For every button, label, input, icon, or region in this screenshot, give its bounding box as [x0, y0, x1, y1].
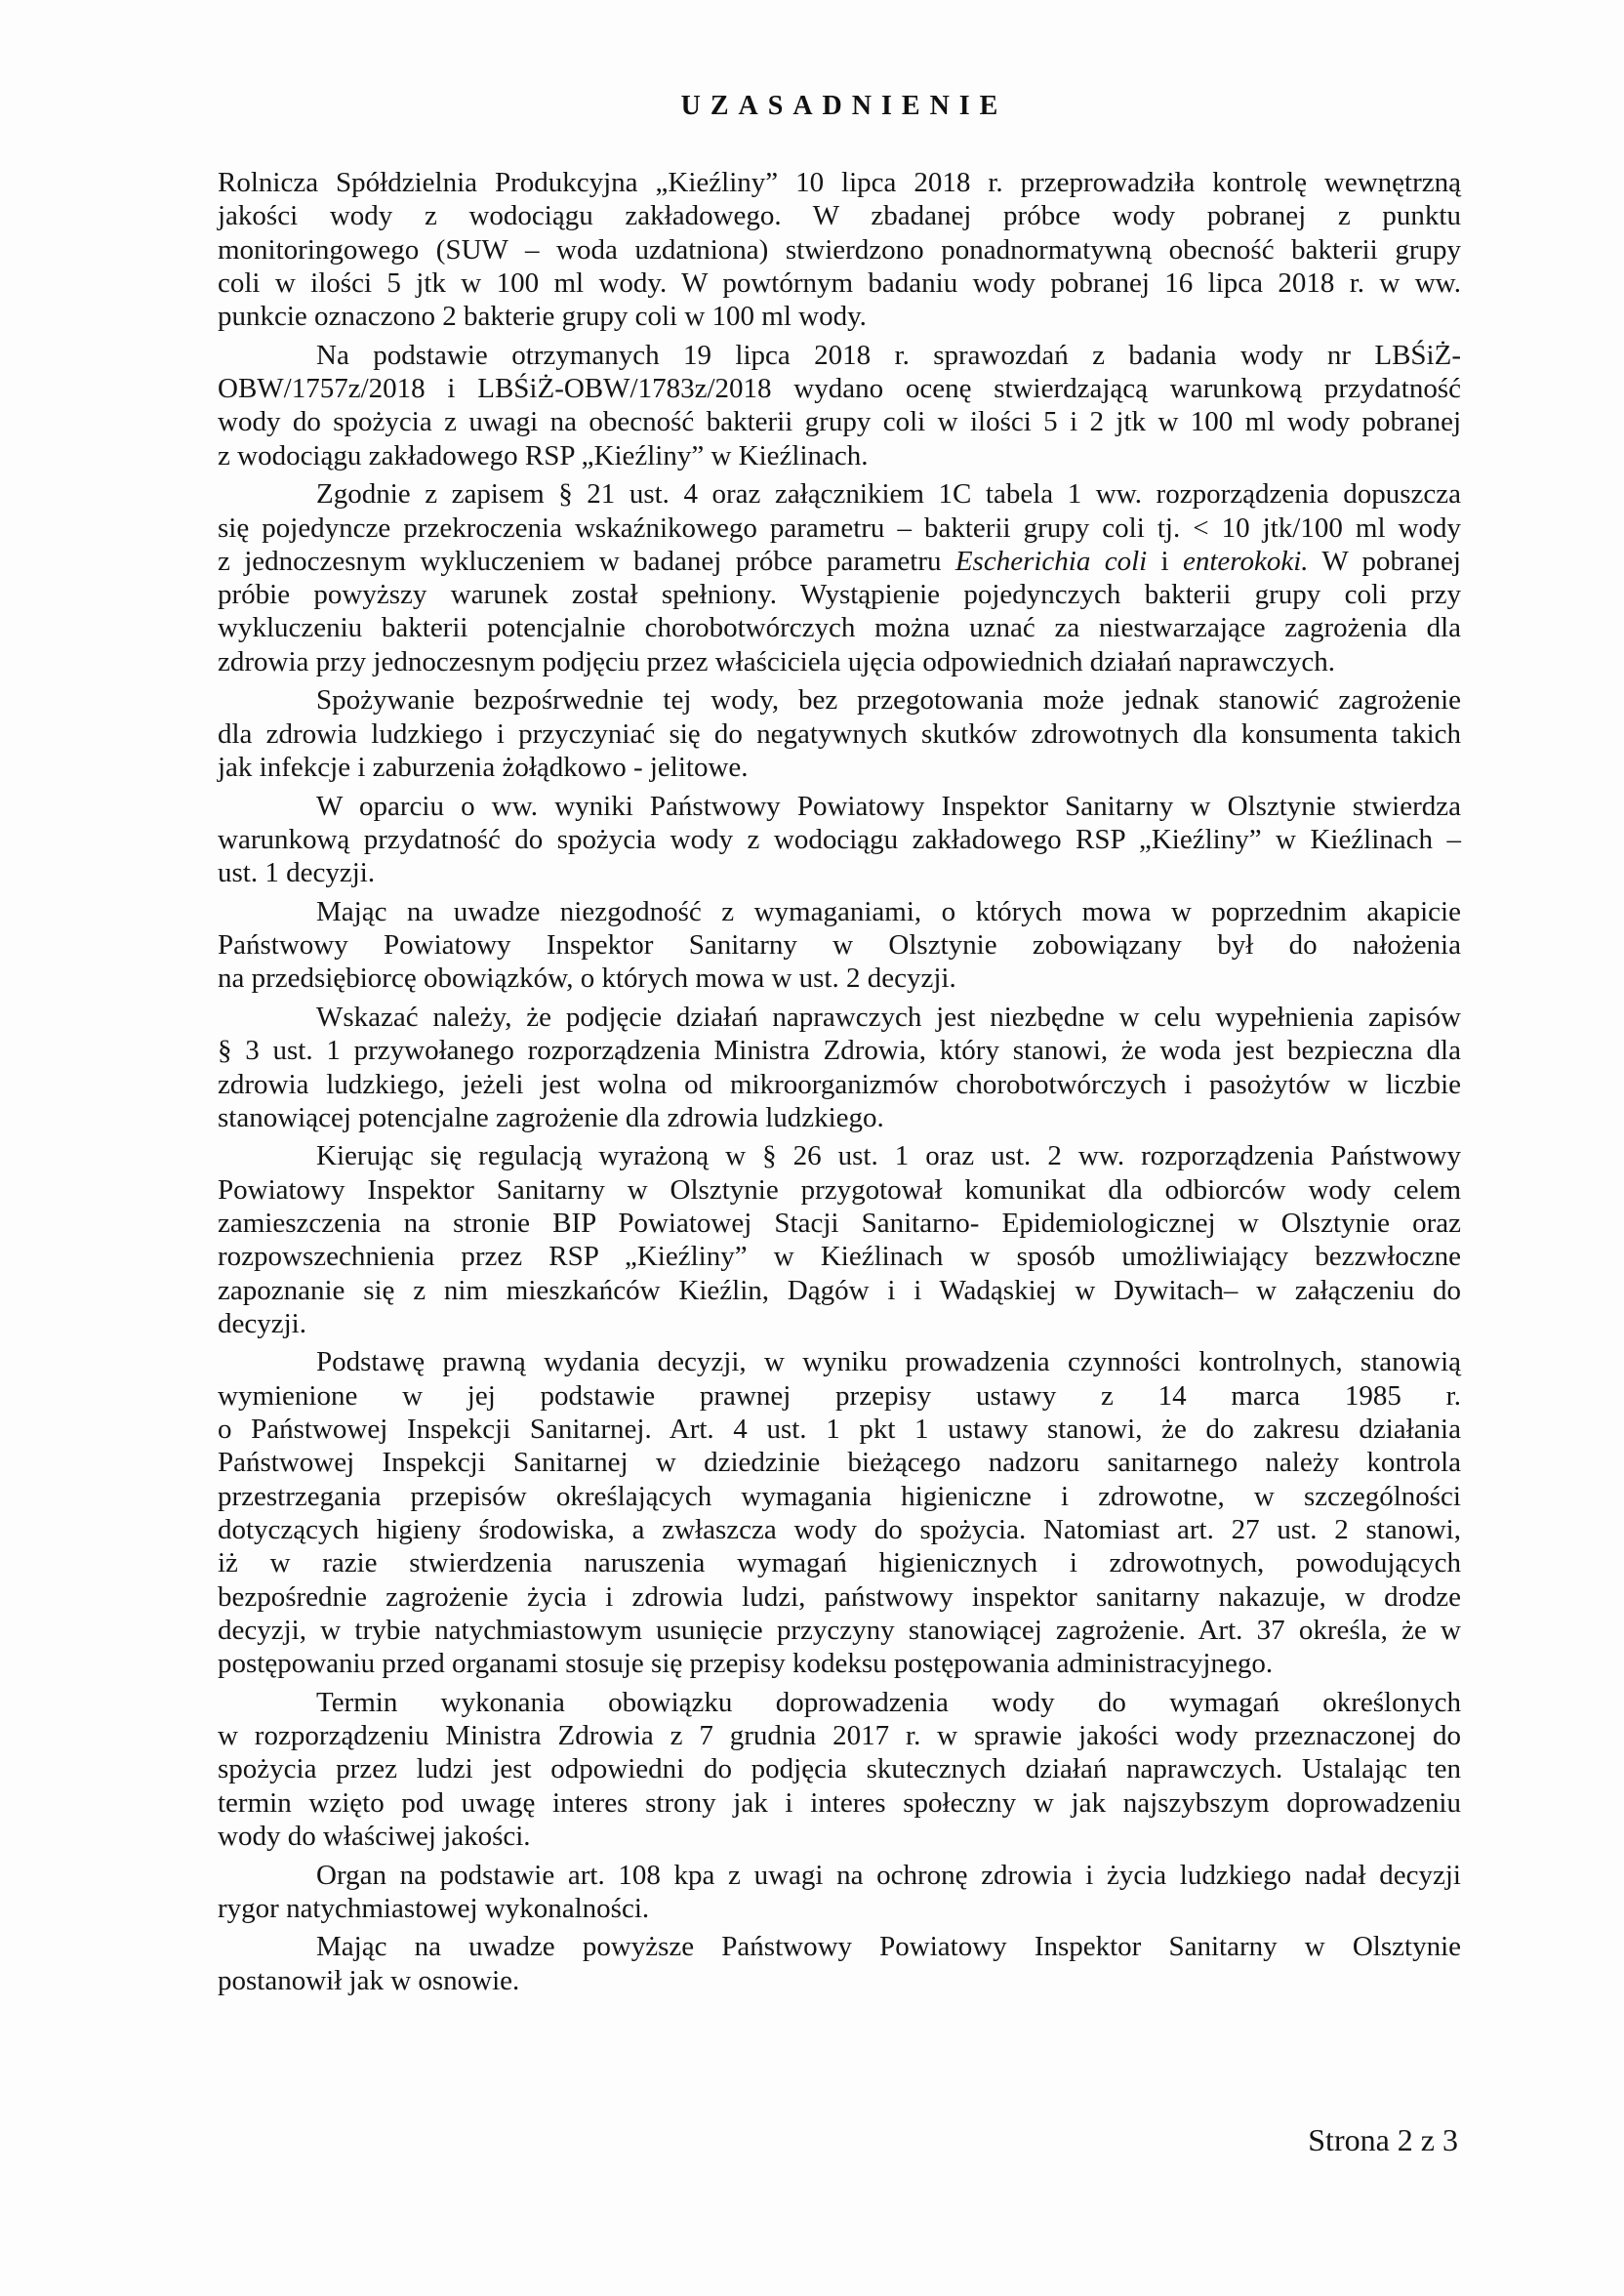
- text-line: z wodociągu zakładowego RSP „Kieźliny” w Kieźlinach.: [218, 439, 869, 472]
- document-title: [218, 87, 1461, 126]
- text-line: Państwowy Powiatowy Inspektor Sanitarny w Olsztynie zobowiązany był do nałożenia: [218, 929, 1461, 962]
- text-line: § 3 ust. 1 przywołanego rozporządzenia Ministra Zdrowia, który stanowi, że woda jest bezpieczna dla: [218, 1035, 1461, 1067]
- paragraph: [218, 1001, 1461, 1134]
- text-line: termin wzięto pod uwagę interes strony jak i interes społeczny w jak najszybszym doprowadzeniu: [218, 1786, 1461, 1819]
- document-title-text: UZASADNIENIE: [680, 91, 1008, 121]
- text-line: Mając na uwadze niezgodność z wymaganiami, o których mowa w poprzednim akapicie: [316, 895, 1461, 927]
- text-line: jak infekcje i zaburzenia żołądkowo - jelitowe.: [218, 751, 749, 783]
- text-line: wody do właściwej jakości.: [218, 1820, 531, 1852]
- text-line: dotyczących higieny środowiska, a zwłaszcza wody do spożycia. Natomiast art. 27 ust. 2 stanowi,: [218, 1513, 1461, 1545]
- document-body: [218, 166, 1461, 1997]
- text-line: Termin wykonania obowiązku doprowadzenia wody do wymagań określonych: [316, 1686, 1461, 1718]
- paragraph: [218, 895, 1461, 996]
- text-line: Spożywanie bezpośrwednie tej wody, bez przegotowania może jednak stanowić zagrożenie: [316, 684, 1461, 717]
- paragraph: [218, 1139, 1461, 1340]
- text-line: wykluczeniu bakterii potencjalnie chorobotwórczych można uznać za niestwarzające zagrożenia dla: [218, 612, 1461, 644]
- text-line: Zgodnie z zapisem § 21 ust. 4 oraz załącznikiem 1C tabela 1 ww. rozporządzenia dopuszcza: [316, 478, 1461, 511]
- text-line: dla zdrowia ludzkiego i przyczyniać się do negatywnych skutków zdrowotnych dla konsumenta takich: [218, 718, 1461, 750]
- text-line: zdrowia przy jednoczesnym podjęciu przez właściciela ujęcia odpowiednich działań naprawczych.: [218, 645, 1335, 677]
- paragraph: [218, 790, 1461, 890]
- text-line: na przedsiębiorcę obowiązków, o których mowa w ust. 2 decyzji.: [218, 963, 956, 995]
- text-line: decyzji, w trybie natychmiastowym usunięcie przyczyny stanowiącej zagrożenie. Art. 37 określa, że w: [218, 1614, 1461, 1646]
- paragraph: [218, 477, 1461, 678]
- text-line: wody do spożycia z uwagi na obecność bakterii grupy coli w ilości 5 i 2 jtk w 100 ml wody pobranej: [218, 406, 1461, 438]
- text-line: się pojedyncze przekroczenia wskaźnikowego parametru – bakterii grupy coli tj. < 10 jtk/100 ml wody: [218, 512, 1461, 544]
- text-line: monitoringowego (SUW – woda uzdatniona) stwierdzono ponadnormatywną obecność bakterii grupy: [218, 233, 1461, 266]
- text-line: Wskazać należy, że podjęcie działań naprawczych jest niezbędne w celu wypełnienia zapisów: [316, 1001, 1461, 1033]
- text-line: Podstawę prawną wydania decyzji, w wyniku prowadzenia czynności kontrolnych, stanowią: [316, 1346, 1461, 1378]
- text-line: punkcie oznaczono 2 bakterie grupy coli w 100 ml wody.: [218, 301, 867, 333]
- text-line: coli w ilości 5 jtk w 100 ml wody. W powtórnym badaniu wody pobranej 16 lipca 2018 r. w ww.: [218, 266, 1461, 299]
- text-line: decyzji.: [218, 1307, 306, 1339]
- text-line: Mając na uwadze powyższe Państwowy Powiatowy Inspektor Sanitarny w Olsztynie: [316, 1931, 1461, 1963]
- text-line: iż w razie stwierdzenia naruszenia wymagań higienicznych i zdrowotnych, powodujących: [218, 1547, 1461, 1579]
- text-line: [218, 545, 1461, 578]
- text-line: spożycia przez ludzi jest odpowiedni do podjęcia skutecznych działań naprawczych. Ustalając ten: [218, 1753, 1461, 1785]
- paragraph: [218, 339, 1461, 472]
- text-line: jakości wody z wodociągu zakładowego. W zbadanej próbce wody pobranej z punktu: [218, 200, 1461, 232]
- paragraph: [218, 1345, 1461, 1680]
- text-line: ust. 1 decyzji.: [218, 857, 376, 889]
- paragraph: [218, 683, 1461, 784]
- text-line: zamieszczenia na stronie BIP Powiatowej Stacji Sanitarno- Epidemiologicznej w Olsztynie oraz: [218, 1207, 1461, 1239]
- page-number: Strona 2 z 3: [1308, 2122, 1458, 2157]
- text-line: w rozporządzeniu Ministra Zdrowia z 7 grudnia 2017 r. w sprawie jakości wody przeznaczonej do: [218, 1720, 1461, 1752]
- italic-term: enterokoki.: [1182, 545, 1309, 577]
- text-line: Państwowej Inspekcji Sanitarnej w dziedzinie bieżącego nadzoru sanitarnego należy kontrola: [218, 1447, 1461, 1479]
- italic-term: Escherichia coli: [954, 545, 1148, 577]
- text-line: przestrzegania przepisów określających wymagania higieniczne i zdrowotne, w szczególności: [218, 1480, 1461, 1512]
- paragraph: [218, 1686, 1461, 1853]
- text-line: Powiatowy Inspektor Sanitarny w Olsztynie przygotował komunikat dla odbiorców wody celem: [218, 1173, 1461, 1206]
- text-line: postanowił jak w osnowie.: [218, 1964, 520, 1996]
- text-line: o Państwowej Inspekcji Sanitarnej. Art. 4 ust. 1 pkt 1 ustawy stanowi, że do zakresu działania: [218, 1414, 1461, 1446]
- text-line: stanowiącej potencjalne zagrożenie dla zdrowia ludzkiego.: [218, 1101, 884, 1133]
- text-segment: W pobranej: [1308, 545, 1461, 577]
- text-line: Rolnicza Spółdzielnia Produkcyjna „Kieźliny” 10 lipca 2018 r. przeprowadziła kontrolę wewnętrzną: [218, 167, 1461, 198]
- text-line: Kierując się regulacją wyrażoną w § 26 ust. 1 oraz ust. 2 ww. rozporządzenia Państwowy: [316, 1140, 1461, 1172]
- paragraph: [218, 166, 1461, 333]
- text-line: Organ na podstawie art. 108 kpa z uwagi na ochronę zdrowia i życia ludzkiego nadał decyzji: [316, 1859, 1461, 1891]
- text-line: W oparciu o ww. wyniki Państwowy Powiatowy Inspektor Sanitarny w Olsztynie stwierdza: [316, 790, 1461, 822]
- paragraph: [218, 1930, 1461, 1997]
- text-line: bezpośrednie zagrożenie życia i zdrowia ludzi, państwowy inspektor sanitarny nakazuje, w drodze: [218, 1580, 1461, 1613]
- text-segment: z jednoczesnym wykluczeniem w badanej próbce parametru: [218, 545, 955, 577]
- text-line: Na podstawie otrzymanych 19 lipca 2018 r. sprawozdań z badania wody nr LBŚiŻ-: [316, 339, 1461, 371]
- text-segment: i: [1147, 545, 1183, 577]
- text-line: zdrowia ludzkiego, jeżeli jest wolna od mikroorganizmów chorobotwórczych i pasożytów w liczbie: [218, 1068, 1461, 1100]
- paragraph: [218, 1859, 1461, 1926]
- text-line: rygor natychmiastowej wykonalności.: [218, 1892, 650, 1924]
- text-line: warunkową przydatność do spożycia wody z wodociągu zakładowego RSP „Kieźliny” w Kieźlinach –: [218, 823, 1461, 855]
- text-line: OBW/1757z/2018 i LBŚiŻ-OBW/1783z/2018 wydano ocenę stwierdzającą warunkową przydatność: [218, 373, 1461, 405]
- text-line: wymienione w jej podstawie prawnej przepisy ustawy z 14 marca 1985 r.: [218, 1379, 1461, 1412]
- text-line: postępowaniu przed organami stosuje się przepisy kodeksu postępowania administracyjnego.: [218, 1648, 1274, 1680]
- text-line: rozpowszechnienia przez RSP „Kieźliny” w Kieźlinach w sposób umożliwiający bezzwłoczne: [218, 1241, 1461, 1273]
- text-line: zapoznanie się z nim mieszkańców Kieźlin, Dągów i i Wadąskiej w Dywitach– w załączeniu do: [218, 1274, 1461, 1306]
- text-line: próbie powyższy warunek został spełniony. Wystąpienie pojedynczych bakterii grupy coli przy: [218, 579, 1461, 611]
